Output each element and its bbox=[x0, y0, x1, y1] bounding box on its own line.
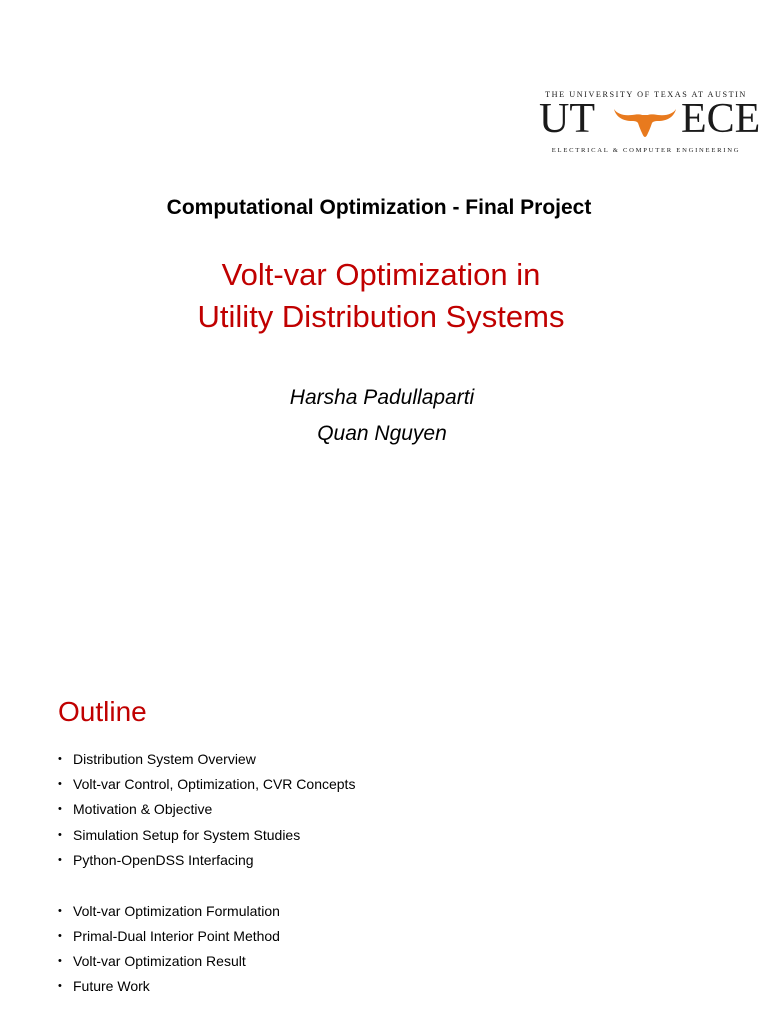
outline-item: • Motivation & Objective bbox=[58, 797, 355, 822]
logo-department-text: ELECTRICAL & COMPUTER ENGINEERING bbox=[551, 147, 741, 154]
outline-item: • Volt-var Optimization Formulation bbox=[58, 899, 355, 924]
author-list bbox=[0, 380, 764, 452]
outline-item: • Volt-var Control, Optimization, CVR Concepts bbox=[58, 772, 355, 797]
author-name: Quan Nguyen bbox=[317, 422, 447, 445]
outline-list bbox=[58, 747, 355, 999]
presentation-title bbox=[0, 254, 762, 338]
logo-ut-text: UT bbox=[539, 96, 595, 142]
project-subtitle: Computational Optimization - Final Project bbox=[166, 196, 592, 219]
ut-ece-logo bbox=[537, 90, 761, 156]
outline-item: • Simulation Setup for System Studies bbox=[58, 823, 355, 848]
author-name: Harsha Padullaparti bbox=[289, 386, 475, 409]
outline-item: • Python-OpenDSS Interfacing bbox=[58, 848, 355, 873]
outline-item: • Primal-Dual Interior Point Method bbox=[58, 924, 355, 949]
longhorn-icon bbox=[613, 102, 677, 138]
title-line: Volt-var Optimization in bbox=[221, 257, 541, 292]
logo-university-text: THE UNIVERSITY OF TEXAS AT AUSTIN bbox=[545, 90, 747, 99]
title-line: Utility Distribution Systems bbox=[197, 299, 565, 334]
outline-item: • Future Work bbox=[58, 974, 355, 999]
outline-title: Outline bbox=[58, 696, 147, 727]
outline-item: • Volt-var Optimization Result bbox=[58, 949, 355, 974]
logo-ece-text: ECE bbox=[681, 96, 761, 142]
outline-item: • Distribution System Overview bbox=[58, 747, 355, 772]
outline-slide bbox=[0, 590, 768, 1024]
